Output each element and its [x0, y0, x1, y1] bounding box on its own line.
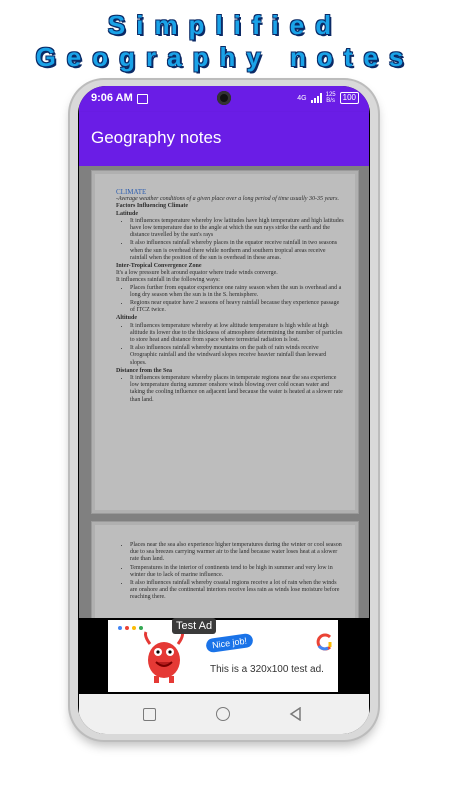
list-item: • Places near the sea also experience higher temperatures during the winter or cool season due to sea breezes carrying warmer air to the land because water loses heat at a slower rate than land. — [130, 542, 344, 564]
list-item: • It influences temperature whereby places in temperate regions near the sea experience low temperature during summer onshore winds blowing over cold ocean water and taking the cooling influence on adjacent land because the water is heated at a slower rate than land. — [130, 375, 344, 404]
ad-text: This is a 320x100 test ad. — [210, 664, 324, 675]
app-title: Geography notes — [91, 128, 222, 147]
test-ad-label: Test Ad — [172, 618, 216, 634]
ad-brand-logo-icon — [314, 632, 334, 652]
app-bar — [79, 112, 369, 166]
doc-heading: CLIMATE — [116, 188, 147, 196]
list-item: • Temperatures in the interior of continents tend to be high in summer and very low in winter due to lack of marine influence. — [130, 565, 344, 579]
phone-bezel — [78, 86, 370, 734]
signal-icon — [311, 93, 322, 103]
camera-cutout — [217, 91, 231, 105]
status-icons — [297, 92, 359, 104]
status-bar — [79, 86, 369, 112]
factors-title: Factors Influencing Climate — [116, 203, 188, 210]
distance-sea-list — [116, 375, 344, 404]
section-title-latitude: Latitude — [116, 210, 139, 217]
promo-title-line2: Geography notes — [35, 42, 415, 72]
banner-ad[interactable] — [79, 618, 369, 694]
document-page-1 — [91, 170, 359, 514]
page-2-text — [116, 542, 344, 603]
list-item: • It also influences rainfall whereby places in the equator receive rainfall in two seasons when the sun is overhead there while northern and southern tropical areas receive rainfall when the position of the sun is overhead in these areas. — [130, 240, 344, 262]
ad-bubble: Nice job! — [205, 633, 254, 653]
red-monster-icon — [142, 630, 186, 684]
list-item: • It also influences rainfall whereby mountains on the path of rain winds receive Orographic rainfall and the windward slopes receive heavier rainfall than leeward slopes. — [130, 345, 344, 367]
network-speed — [326, 92, 336, 104]
network-speed-value: 125 — [325, 92, 336, 98]
list-item: • It influences temperature whereby at low altitude temperature is high while at high altitude its lower due to the thickness of atmosphere determining the number of particles to store heat and distance from space where terrestrial radiation is lost. — [130, 323, 344, 345]
recent-apps-button[interactable] — [143, 708, 156, 721]
latitude-list — [116, 218, 344, 262]
system-nav-bar — [79, 694, 369, 734]
page-1-text — [116, 189, 344, 405]
promo-title-line1: Simplified — [107, 10, 343, 40]
phone-frame — [70, 80, 378, 740]
itcz-line-2: It influences rainfall in the following ways: — [116, 277, 220, 284]
page-2-list — [116, 542, 344, 602]
itcz-list — [116, 285, 344, 315]
back-button[interactable] — [289, 707, 302, 721]
altitude-list — [116, 323, 344, 367]
list-item: • Places further from equator experience one rainy season when the sun is overhead and a long dry season when the sun is in the S. hemisphere. — [130, 285, 344, 299]
section-title-distance-sea: Distance from the Sea — [116, 367, 173, 374]
list-item: • It influences temperature whereby low latitudes have high temperature and high latitudes have low temperature due to the angle at which the sun rays strike the earth and the distance travelled by the sun's rays — [130, 218, 344, 240]
message-icon — [137, 94, 148, 104]
battery-icon: 100 — [340, 92, 359, 104]
ad-creative[interactable] — [108, 620, 338, 692]
status-time: 9:06 AM — [91, 92, 133, 104]
itcz-line-1: It's a low pressure belt around equator where trade winds converge. — [116, 270, 278, 277]
network-type: 4G — [297, 94, 307, 102]
google-dots-icon — [118, 626, 143, 630]
home-button[interactable] — [216, 707, 230, 721]
doc-definition: -Average weather conditions of a given place over a long period of time usually 30-35 years. — [116, 196, 339, 203]
section-title-altitude: Altitude — [116, 315, 137, 322]
list-item: • It also influences rainfall whereby coastal regions receive a lot of rain when the winds are onshore and the continental interiors receive less rain as winds lose moisture before reaching there. — [130, 580, 344, 602]
section-title-itcz: Inter-Tropical Convergence Zone — [116, 263, 202, 270]
network-speed-unit: B/s — [326, 98, 335, 104]
list-item: • Regions near equator have 2 seasons of heavy rainfall because they experience passage of ITCZ twice. — [130, 300, 344, 314]
app-screen — [79, 86, 369, 734]
